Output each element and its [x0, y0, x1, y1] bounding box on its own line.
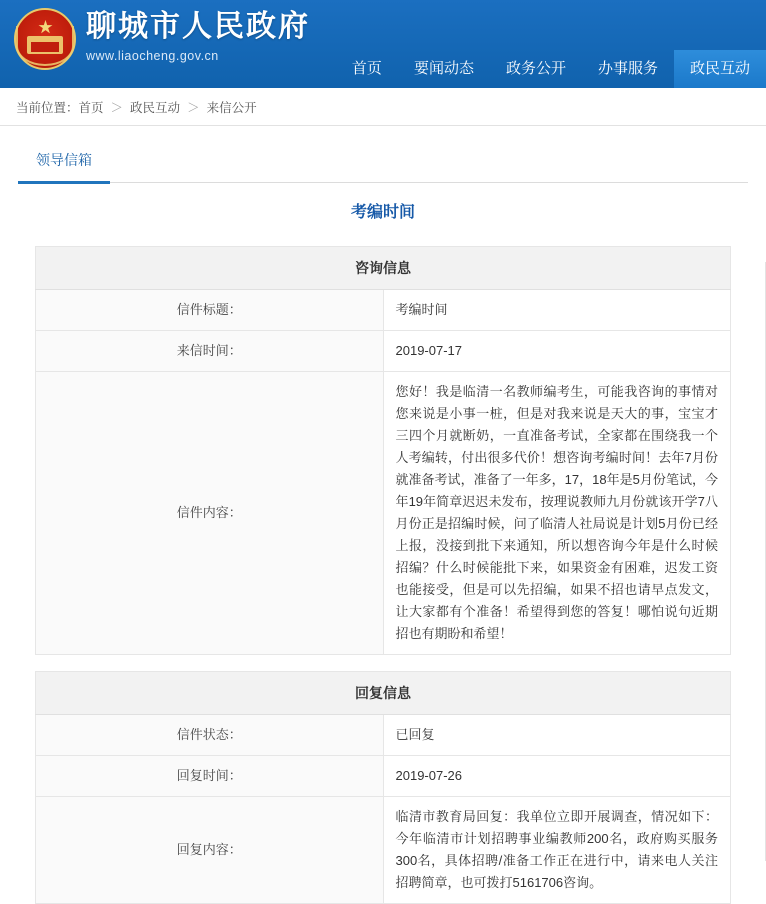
nav-item-home[interactable]: 首页	[351, 60, 382, 77]
breadcrumb-separator-icon: ＞	[110, 100, 124, 115]
reply-date-label: 回复时间：	[36, 756, 384, 797]
main-navigation	[336, 50, 766, 88]
tab-leader-mailbox[interactable]: 领导信箱	[18, 140, 110, 184]
reply-section-title: 回复信息	[36, 672, 731, 715]
reply-section-header	[36, 672, 731, 715]
breadcrumb-item-home[interactable]: 首页	[78, 100, 104, 115]
inquiry-content-value: 您好！我是临清一名教师编考生，可能我咨询的事情对您来说是小事一桩，但是对我来说是天大的事，宝宝才三四个月就断奶，一直准备考试，全家都在围绕我一个人考编转，付出很多代价！想咨询考编时间！去年7月份就准备考试，准备了一年多，17，18年是5月份笔试，今年19年简章迟迟未发布，按理说教师九月份就该开学7八月份正是招编时候，问了临清人社局说是计划5月份已经上报，没接到批下来通知，所以想咨询今年是什么时候招编？什么时候能批下来，如果资金有困难，迟发工资也能接受，但是可以先招编，如果不招也请早点发文，让大家都有个准备！希望得到您的答复！哪怕说句近期招也有期盼和希望！	[383, 372, 731, 655]
inquiry-date-label: 来信时间：	[36, 331, 384, 372]
inquiry-content-label: 信件内容：	[36, 372, 384, 655]
breadcrumb-item-public-letters[interactable]: 来信公开	[206, 100, 257, 115]
inquiry-section-title: 咨询信息	[36, 247, 731, 290]
inquiry-panel	[35, 246, 731, 655]
site-header	[0, 0, 766, 88]
inquiry-date-value: 2019-07-17	[383, 331, 731, 372]
inquiry-subject-value: 考编时间	[383, 290, 731, 331]
breadcrumb-separator-icon: ＞	[187, 100, 200, 115]
reply-date-value: 2019-07-26	[383, 756, 731, 797]
nav-item-government-affairs[interactable]: 政务公开	[505, 60, 566, 77]
table-row	[36, 331, 731, 372]
national-emblem-icon: ★	[14, 8, 76, 70]
reply-content-label: 回复内容：	[36, 797, 384, 904]
page-content	[0, 126, 766, 904]
nav-item-public-interaction[interactable]: 政民互动	[674, 50, 766, 88]
reply-content-value: 临清市教育局回复：我单位立即开展调查，情况如下：今年临清市计划招聘事业编教师200名，政府购买服务300名，具体招聘/准备工作正在进行中，请来电人关注招聘简章，也可拨打5161706咨询。	[383, 797, 731, 904]
table-row	[36, 797, 731, 904]
nav-item-services[interactable]: 办事服务	[597, 60, 658, 77]
breadcrumb-item-public-interaction[interactable]: 政民互动	[130, 100, 181, 115]
tab-strip	[18, 140, 748, 183]
site-title-block	[86, 9, 310, 63]
inquiry-subject-label: 信件标题：	[36, 290, 384, 331]
table-row	[36, 290, 731, 331]
breadcrumb	[0, 88, 766, 126]
table-row	[36, 756, 731, 797]
breadcrumb-label: 当前位置：	[16, 100, 79, 115]
nav-item-news[interactable]: 要闻动态	[413, 60, 474, 77]
page-title: 考编时间	[350, 204, 415, 221]
table-row	[36, 372, 731, 655]
status-badge: 已回复	[383, 715, 731, 756]
site-url: www.liaocheng.gov.cn	[86, 49, 219, 63]
reply-panel	[35, 671, 731, 904]
inquiry-section-header	[36, 247, 731, 290]
site-title: 聊城市人民政府	[86, 10, 310, 43]
table-row	[36, 715, 731, 756]
reply-status-label: 信件状态：	[36, 715, 384, 756]
